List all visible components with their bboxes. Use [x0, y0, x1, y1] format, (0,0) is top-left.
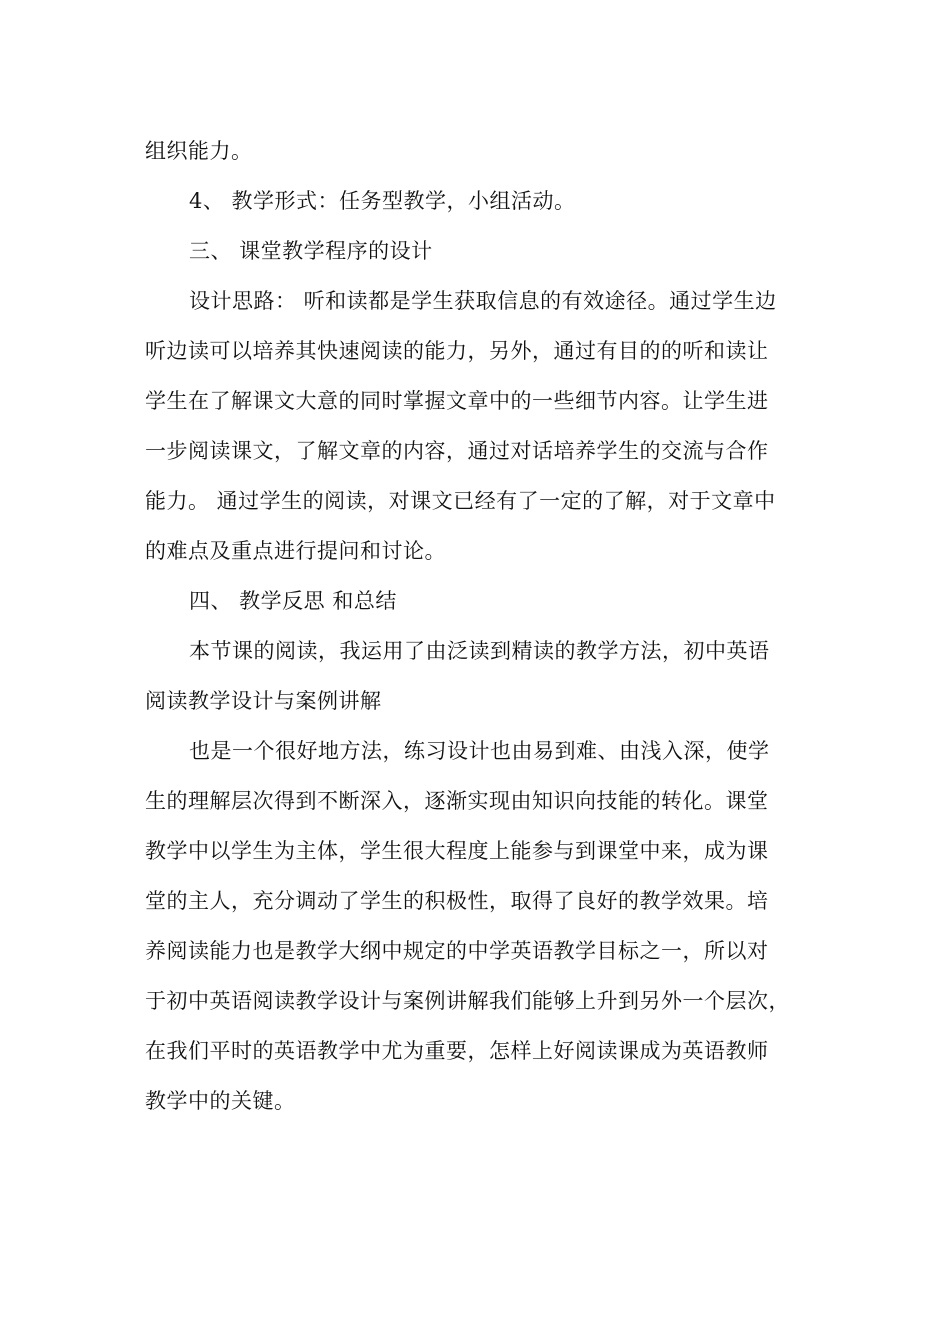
text-line: 也是一个很好地方法，练习设计也由易到难、由浅入深，使学: [189, 739, 770, 763]
text-line: 堂的主人，充分调动了学生的积极性，取得了良好的教学效果。培: [145, 889, 769, 913]
text-line: 养阅读能力也是教学大纲中规定的中学英语教学目标之一，所以对: [145, 939, 769, 963]
text-line: 教学中的关键。: [145, 1089, 296, 1113]
text-line: 一步阅读课文，了解文章的内容，通过对话培养学生的交流与合作: [145, 439, 769, 463]
text-line: 学生在了解课文大意的同时掌握文章中的一些细节内容。让学生进: [145, 389, 769, 413]
text-line: 于初中英语阅读教学设计与案例讲解我们能够上升到另外一个层次，: [145, 989, 790, 1013]
text-line: 听边读可以培养其快速阅读的能力，另外，通过有目的的听和读让: [145, 339, 769, 363]
text-line: 能力。 通过学生的阅读，对课文已经有了一定的了解，对于文章中: [145, 489, 776, 513]
text-line: 生的理解层次得到不断深入，逐渐实现由知识向技能的转化。课堂: [145, 789, 769, 813]
text-line: 在我们平时的英语教学中尤为重要，怎样上好阅读课成为英语教师: [145, 1039, 769, 1063]
section-heading-3: 三、 课堂教学程序的设计: [189, 239, 433, 263]
text-line: 阅读教学设计与案例讲解: [145, 689, 382, 713]
text-line: 设计思路： 听和读都是学生获取信息的有效途径。通过学生边: [189, 289, 777, 313]
text-line: 组织能力。: [145, 139, 253, 163]
section-heading-4: 四、 教学反思 和总结: [189, 589, 397, 613]
text-line: 本节课的阅读，我运用了由泛读到精读的教学方法，初中英语: [189, 639, 770, 663]
text-line: 的难点及重点进行提问和讨论。: [145, 539, 446, 563]
text-line: 教学中以学生为主体，学生很大程度上能参与到课堂中来，成为课: [145, 839, 769, 863]
list-item-teaching-form: 4、 教学形式：任务型教学，小组活动。: [189, 189, 576, 213]
